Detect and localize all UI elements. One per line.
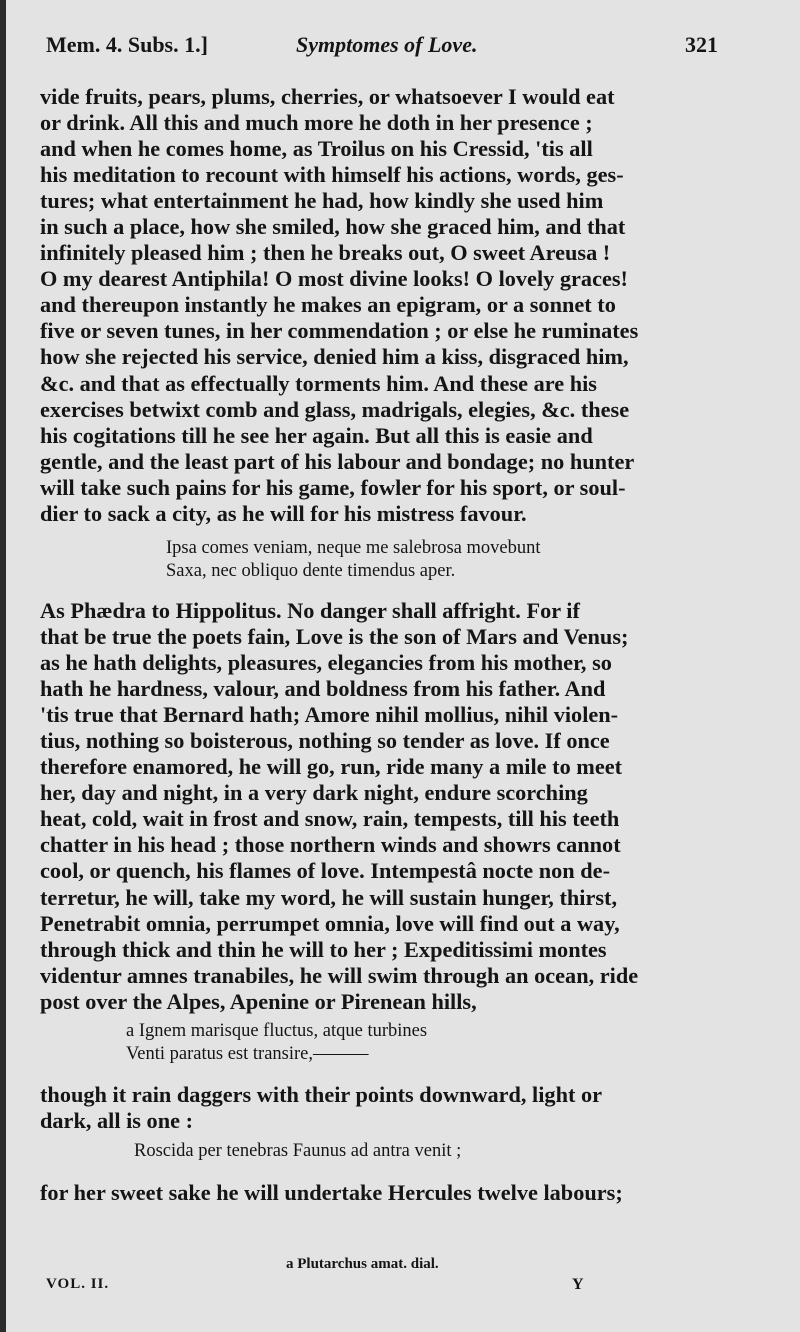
text-line: 'tis true that Bernard hath; Amore nihil mollius, nihil violen-	[40, 702, 619, 728]
latin-quote-1	[166, 537, 541, 583]
text-line: as he hath delights, pleasures, elegancies from his mother, so	[40, 650, 612, 676]
text-line: that be true the poets fain, Love is the son of Mars and Venus;	[40, 624, 629, 650]
text-line: her, day and night, in a very dark night, endure scorching	[40, 780, 588, 806]
footnote: a Plutarchus amat. dial.	[286, 1256, 439, 1272]
signature-mark: Y	[572, 1276, 584, 1293]
text-line: five or seven tunes, in her commendation ; or else he ruminates	[40, 318, 639, 344]
text-line: and thereupon instantly he makes an epigram, or a sonnet to	[40, 292, 616, 318]
text-line: through thick and thin he will to her ; Expeditissimi montes	[40, 936, 607, 962]
text-line: hath he hardness, valour, and boldness from his father. And	[40, 676, 606, 702]
text-line: and when he comes home, as Troilus on his Cressid, 'tis all	[40, 136, 593, 162]
text-line: though it rain daggers with their points downward, light or	[40, 1082, 603, 1107]
text-line: gentle, and the least part of his labour and bondage; no hunter	[40, 448, 635, 474]
text-line: cool, or quench, his flames of love. Intempestâ nocte non de-	[40, 858, 610, 884]
text-line: dark, all is one :	[40, 1108, 193, 1134]
text-line: dier to sack a city, as he will for his mistress favour.	[40, 500, 527, 526]
text-line: for her sweet sake he will undertake Hercules twelve labours;	[40, 1180, 623, 1205]
paragraph-2	[40, 598, 720, 1015]
running-header	[46, 30, 718, 66]
latin-quote-2	[126, 1020, 427, 1066]
text-line: his meditation to recount with himself his actions, words, ges-	[40, 162, 624, 188]
book-page	[6, 0, 800, 1332]
text-line: Venti paratus est transire,———	[126, 1044, 369, 1064]
text-line: terretur, he will, take my word, he will sustain hunger, thirst,	[40, 884, 618, 910]
text-line: vide fruits, pears, plums, cherries, or whatsoever I would eat	[40, 84, 615, 109]
text-line: will take such pains for his game, fowler for his sport, or soul-	[40, 474, 626, 500]
text-line: his cogitations till he see her again. But all this is easie and	[40, 422, 593, 448]
text-line: Ipsa comes veniam, neque me salebrosa movebunt	[166, 538, 541, 558]
text-line: infinitely pleased him ; then he breaks out, O sweet Areusa !	[40, 240, 611, 266]
paragraph-4	[40, 1180, 720, 1206]
text-line: tius, nothing so boisterous, nothing so tender as love. If once	[40, 728, 610, 754]
text-line: in such a place, how she smiled, how she graced him, and that	[40, 214, 626, 240]
text-line: videntur amnes tranabiles, he will swim through an ocean, ride	[40, 962, 639, 988]
section-reference: Mem. 4. Subs. 1.]	[46, 32, 208, 57]
text-line: As Phædra to Hippolitus. No danger shall affright. For if	[40, 598, 580, 623]
text-line: Saxa, nec obliquo dente timendus aper.	[166, 561, 456, 581]
running-title: Symptomes of Love.	[296, 32, 478, 57]
page-number: 321	[685, 32, 718, 57]
paragraph-1	[40, 84, 720, 527]
text-line: &c. and that as effectually torments him. And these are his	[40, 370, 597, 396]
text-line: how she rejected his service, denied him a kiss, disgraced him,	[40, 344, 629, 370]
text-line: exercises betwixt comb and glass, madrigals, elegies, &c. these	[40, 396, 630, 422]
text-line: O my dearest Antiphila! O most divine looks! O lovely graces!	[40, 266, 628, 292]
text-line: tures; what entertainment he had, how kindly she used him	[40, 188, 604, 214]
paragraph-3	[40, 1082, 720, 1134]
latin-quote-3	[134, 1140, 461, 1163]
text-line: a Ignem marisque fluctus, atque turbines	[126, 1021, 428, 1041]
text-line: heat, cold, wait in frost and snow, rain, tempests, till his teeth	[40, 806, 620, 832]
quote-line: Roscida per tenebras Faunus ad antra venit ;	[134, 1141, 462, 1161]
text-line: post over the Alpes, Apenine or Pirenean hills,	[40, 988, 477, 1014]
text-line: Penetrabit omnia, perrumpet omnia, love will find out a way,	[40, 910, 620, 936]
volume-label: VOL. II.	[46, 1276, 110, 1292]
text-line: therefore enamored, he will go, run, ride many a mile to meet	[40, 754, 623, 780]
text-line: or drink. All this and much more he doth in her presence ;	[40, 110, 593, 136]
text-line: chatter in his head ; those northern winds and showrs cannot	[40, 832, 621, 858]
